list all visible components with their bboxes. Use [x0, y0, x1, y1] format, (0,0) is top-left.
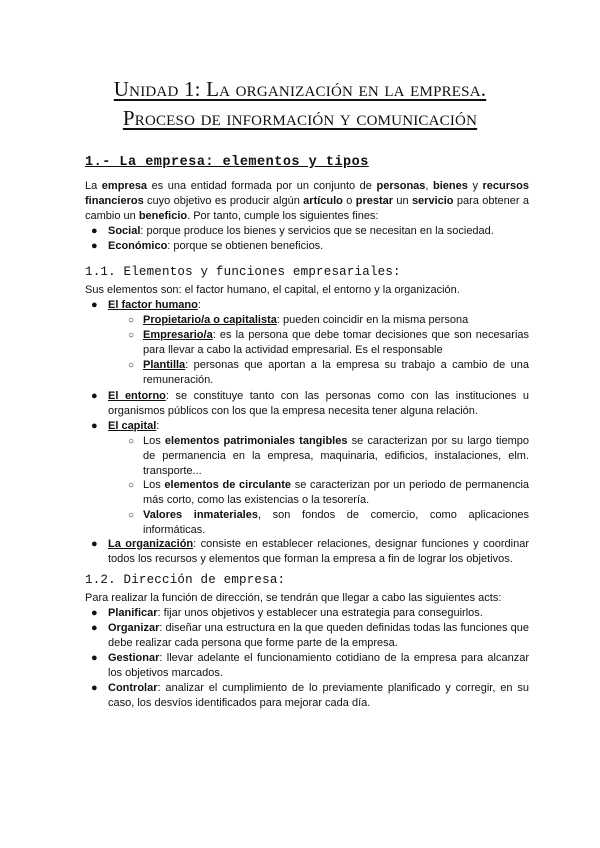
section-1-intro: La empresa es una entidad formada por un conjunto de personas, bienes y recursos financieros cuyo objetivo es producir algún artículo o prestar un servicio para obtener a cambio un beneficio. Por tanto, cumple los siguientes fines: — [85, 180, 529, 222]
list-item-empresario: Empresario/a: es la persona que debe tomar decisiones que son necesarias para llevar a cabo la actividad empresarial. Es el responsable — [143, 329, 529, 356]
list-item-plantilla: Plantilla: personas que aportan a la empresa su trabajo a cambio de una remuneración. — [143, 359, 529, 386]
section-heading-1-1: 1.1. Elementos y funciones empresariales: — [85, 265, 401, 279]
list-item-propietario: Propietario/a o capitalista: pueden coincidir en la misma persona — [143, 314, 469, 326]
list-item-entorno: El entorno: se constituye tanto con las personas como con las instituciones u organismos públicos con los que la empresa necesita tener alguna relación. — [108, 390, 529, 417]
list-item-organizacion: La organización: consiste en establecer relaciones, designar funciones y coordinar todos los recursos y elementos que forman la empresa a fin de lograr los objetivos. — [108, 538, 529, 565]
hollow-bullet-icon: ○ — [128, 436, 135, 447]
list-item-controlar: Controlar: analizar el cumplimiento de lo previamente planificado y corregir, en su caso, los desvíos identificados para mejorar cada día. — [108, 682, 529, 709]
list-item-gestionar: Gestionar: llevar adelante el funcionamiento cotidiano de la empresa para alcanzar los objetivos marcados. — [108, 652, 529, 679]
hollow-bullet-icon: ○ — [128, 480, 135, 491]
document-title-line-2: Proceso de información y comunicación — [122, 106, 478, 130]
section-heading-1-2: 1.2. Dirección de empresa: — [85, 573, 286, 587]
bullet-icon: ● — [91, 607, 98, 619]
list-item-elementos-circulante: Los elementos de circulante se caracterizan por un periodo de permanencia más corto, como las existencias o la tesorería. — [143, 479, 529, 506]
bullet-icon: ● — [91, 299, 98, 311]
list-item-valores-inmateriales: Valores inmateriales, son fondos de comercio, como aplicaciones informáticas. — [143, 509, 529, 536]
list-item-capital: El capital: — [108, 420, 160, 432]
hollow-bullet-icon: ○ — [128, 510, 135, 521]
section-heading-1: 1.- La empresa: elementos y tipos — [85, 155, 369, 170]
list-item-elementos-tangibles: Los elementos patrimoniales tangibles se caracterizan por su largo tiempo de permanencia en la empresa, maquinaria, edificios, instalaciones, elm. transporte... — [143, 435, 529, 477]
document-title-line-1: Unidad 1: La organización en la empresa. — [113, 77, 487, 101]
list-item-economico: Económico: porque se obtienen beneficios. — [108, 240, 324, 252]
bullet-icon: ● — [91, 420, 98, 432]
list-item-organizar: Organizar: diseñar una estructura en la que queden definidas todas las funciones que debe realizar cada persona que forme parte de la empresa. — [108, 622, 529, 649]
list-item-factor-humano: El factor humano: — [108, 299, 201, 311]
hollow-bullet-icon: ○ — [128, 360, 135, 371]
bullet-icon: ● — [91, 225, 98, 237]
list-item-social: Social: porque produce los bienes y servicios que se necesitan en la sociedad. — [108, 225, 494, 237]
bullet-icon: ● — [91, 622, 98, 634]
bullet-icon: ● — [91, 652, 98, 664]
bullet-icon: ● — [91, 390, 98, 402]
bullet-icon: ● — [91, 682, 98, 694]
section-1-1-intro: Sus elementos son: el factor humano, el capital, el entorno y la organización. — [85, 284, 460, 296]
hollow-bullet-icon: ○ — [128, 330, 135, 341]
bullet-icon: ● — [91, 538, 98, 550]
bullet-icon: ● — [91, 240, 98, 252]
section-1-2-intro: Para realizar la función de dirección, se tendrán que llegar a cabo las siguientes acts: — [85, 592, 502, 604]
hollow-bullet-icon: ○ — [128, 315, 135, 326]
list-item-planificar: Planificar: fijar unos objetivos y establecer una estrategia para conseguirlos. — [108, 607, 483, 619]
